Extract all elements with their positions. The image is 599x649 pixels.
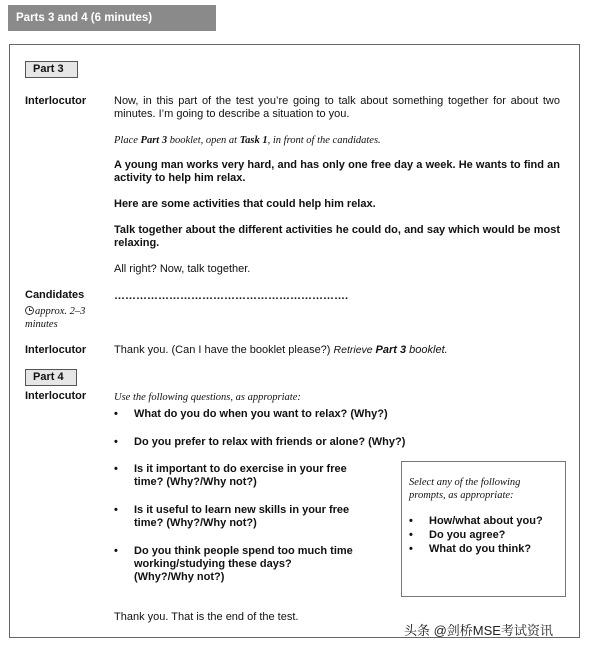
question-item: • What do you do when you want to relax? (Why?)	[114, 408, 388, 420]
part3-instruction: Place Part 3 booklet, open at Task 1, in front of the candidates.	[114, 135, 381, 146]
part4-instruction: Use the following questions, as appropriate:	[114, 392, 301, 403]
prompts-box	[401, 461, 566, 597]
part3-all-right: All right? Now, talk together.	[114, 263, 251, 275]
part3-task: Talk together about the different activities he could do, and say which would be most relaxing.	[114, 224, 560, 249]
candidates-label: Candidates	[25, 289, 85, 301]
closing-text: Thank you. That is the end of the test.	[114, 611, 299, 623]
part3-intro: Now, in this part of the test you’re going to talk about something together for about two minutes. I’m going to describe a situation to you.	[114, 95, 560, 120]
question-item: • Do you prefer to relax with friends or alone? (Why?)	[114, 436, 406, 448]
interlocutor-label: Interlocutor	[25, 95, 87, 107]
part3-label-box: Part 3	[25, 61, 78, 78]
interlocutor-label-3: Interlocutor	[25, 390, 87, 402]
watermark: 头条 @剑桥MSE考试资讯	[404, 623, 553, 638]
question-item: • Do you think people spend too much time working/studying these days? (Why?/Why not?)	[114, 545, 353, 583]
candidates-dots: ……………………………………………………….	[114, 290, 349, 302]
part3-activities: Here are some activities that could help him relax.	[114, 198, 376, 210]
question-item: • Is it important to do exercise in your free time? (Why?/Why not?)	[114, 463, 347, 488]
part4-label-box: Part 4	[25, 369, 77, 386]
timing-note: approx. 2–3 minutes	[25, 306, 86, 330]
prompt-item: • Do you agree?	[409, 529, 506, 541]
part3-thanks: Thank you. (Can I have the booklet please?) Retrieve Part 3 booklet.	[114, 344, 448, 356]
interlocutor-label-2: Interlocutor	[25, 344, 87, 356]
part3-situation: A young man works very hard, and has only one free day a week. He wants to find an activity to help him relax.	[114, 159, 560, 184]
clock-icon	[25, 306, 34, 315]
prompt-item: • What do you think?	[409, 543, 532, 555]
prompts-intro: Select any of the following prompts, as appropriate:	[409, 477, 521, 501]
prompt-item: • How/what about you?	[409, 515, 543, 527]
section-header: Parts 3 and 4 (6 minutes)	[8, 5, 216, 31]
question-item: • Is it useful to learn new skills in your free time? (Why?/Why not?)	[114, 504, 350, 529]
